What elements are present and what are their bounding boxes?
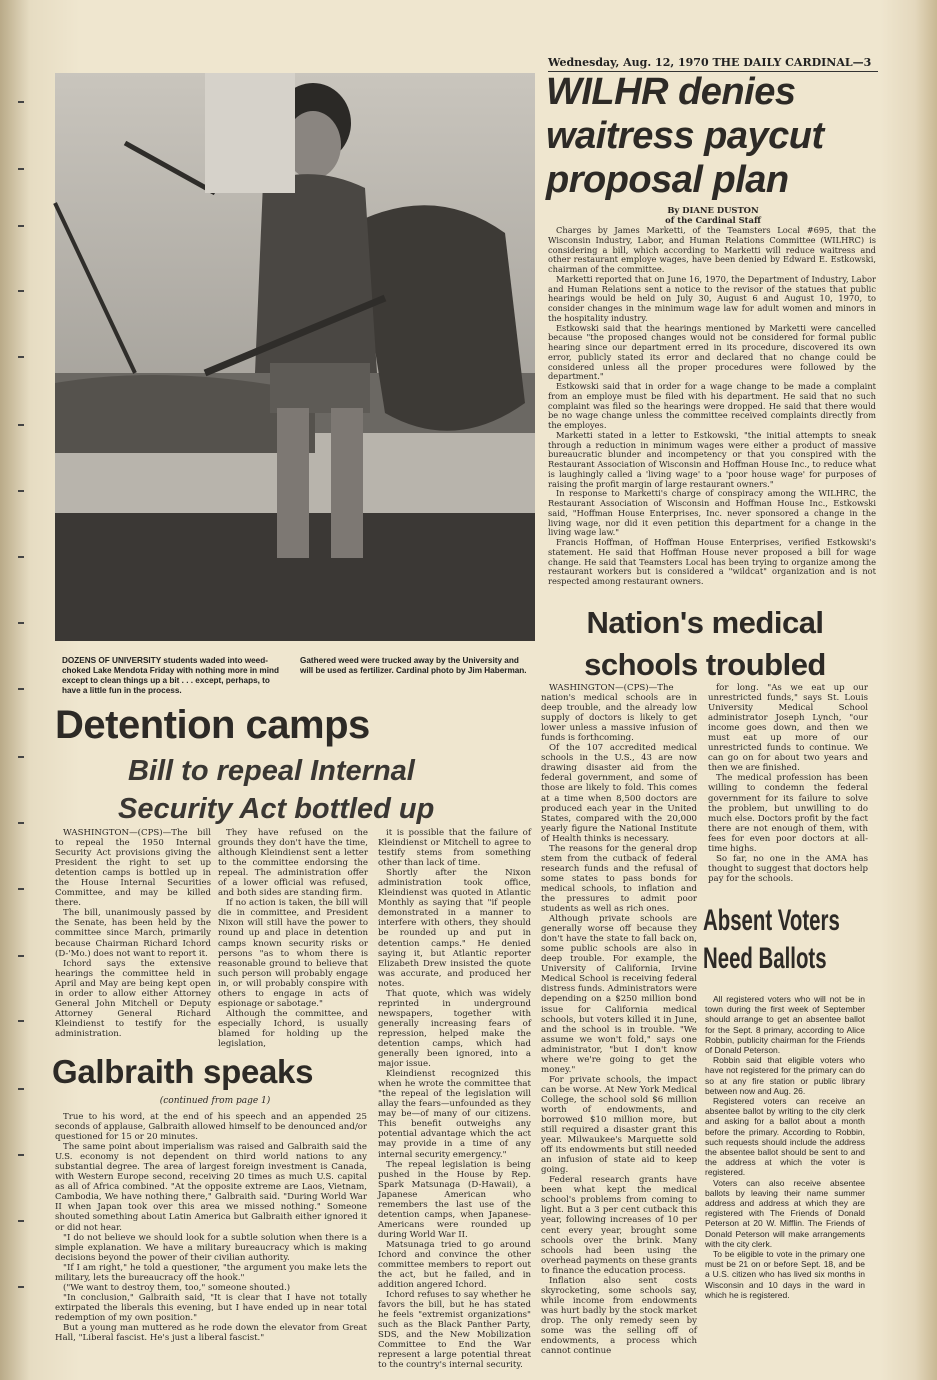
detention-column-1 — [55, 828, 211, 1050]
paragraph: Estkowski said that the hearings mentioned by Marketti were cancelled because "the proposed changes would not be considered for formal public hearing since our department erred in its procedure, discovered its own error, publicly stated its error and declared that no change could be considered unless all the proper procedures were followed by the department." — [548, 322, 876, 382]
paragraph: Kleindienst recognized this when he wrote the committee that "the repeal of the legislation will allay the fears—unfounded as they may be—of many of our citizens. This benefit outweighs any potential advantage which the act may provide in a time of any internal security emergency." — [378, 1069, 531, 1160]
paragraph: The repeal legislation is being pushed in the House by Rep. Spark Matsunaga (D-Hawaii), a Japanese American who remembers the last use of the detention camps, when Japanese-Americans were rounded up during World War II. — [378, 1159, 531, 1240]
paragraph: it is possible that the failure of Kleindienst or Mitchell to agree to testify stems from something other than lack of time. — [378, 828, 531, 869]
paragraph: Inflation also sent costs skyrocketing, some schools say, while income from endowments was hurt badly by the stock market drop. The only remedy seen by some was the selling off of endowments, a process which cannot continue — [541, 1275, 697, 1357]
paragraph: Registered voters can receive an absentee ballot by writing to the city clerk and asking for a ballot about a month before the primary. According to Robbin, such requests should include the address the absentee ballot should be sent to and the address at which the voter is registered. — [705, 1096, 865, 1178]
byline-staff: of the Cardinal Staff — [665, 215, 761, 225]
photo-caption-left: DOZENS OF UNIVERSITY students waded into weed-choked Lake Mendota Friday with nothing more in mind except to clean things up a bit . . . except, perhaps, to have a little fun in the process. — [62, 656, 279, 695]
medical-headline-line-2: schools troubled — [584, 647, 826, 682]
paragraph: Estkowski said that in order for a wage change to be made a complaint from an employe must be filed with his department. He said that no such complaint was filed so the hearings were dropped. He said that there would be no wage change unless the committee received complaints directly from the employes. — [548, 381, 876, 430]
wilhr-headline-line-1: WILHR denies — [546, 71, 796, 113]
lake-cleanup-photo — [55, 73, 535, 641]
paragraph: Although the committee, and especially Ichord, is usually blamed for holding up the legislation, — [218, 1008, 368, 1049]
paragraph: In response to Marketti's charge of conspiracy among the WILHRC, the Restaurant Association of Wisconsin and Hoffman House Inc., Estkowski said, "Hoffman House Enterprises, Inc. never sponsored a change in the living wage, nor did it even petition this department for a change in the living wage law." — [548, 488, 876, 538]
paragraph: WASHINGTON—(CPS)—The nation's medical schools are in deep trouble, and the already low supply of doctors is likely to get lower unless a massive infusion of funds is forthcoming. — [541, 683, 697, 744]
wilhr-byline — [548, 205, 878, 225]
paragraph: Charges by James Marketti, of the Teamsters Local #695, that the Wisconsin Industry, Labor, and Human Relations Committee (WILHRC) is considering a bill, which according to Marketti will reduce waitress and other restaurant employe wages, have been denied by Edward E. Estkowski, chairman of the committee. — [548, 225, 876, 274]
paragraph: Marketti stated in a letter to Estkowski, "the initial attempts to sneak through a reduction in minimum wages were either a product of massive bureaucratic blunder and incompetency or that you conspired with the Restaurant Association of Wisconsin and Hoffman House Inc., to reduce what is laughingly called a 'living wage' to a 'poor house wage' for purposes of raising the profit margin of large restaurant owners." — [548, 429, 876, 489]
paragraph: Although private schools are generally worse off because they don't have the state to fall back on, some public schools are also in deep trouble. For example, the University of California, Irvine Medical School is receiving federal distress funds. Administrators were depending on a $250 million bond issue for California medical schools, but voters killed it in June, and the school is in trouble. "We assume we won't fold," says one administrator, "but I don't know where we're going to get the money." — [541, 914, 697, 1075]
paragraph: "In conclusion," Galbraith said, "It is clear that I have not totally extirpated the liberals this evening, but I have ended up in near total redemption of my own position." — [55, 1292, 367, 1323]
paragraph: Ichord says the extensive hearings the committee held in April and May are being kept open in order to allow either Attorney General John Mitchell or Deputy Attorney General Richard Kleindienst to testify for the administration. — [55, 958, 211, 1039]
paragraph: The medical profession has been willing to condemn the federal government for its failure to solve the problem, but unwilling to do much else. Doctors profit by the fact there are not enough of them, with fees for even poor doctors at all-time highs. — [708, 773, 868, 854]
paragraph: True to his word, at the end of his speech and an appended 25 seconds of applause, Galbraith allowed himself to be denounced and/or questioned for 15 or 20 minutes. — [55, 1112, 367, 1143]
page-header: Wednesday, Aug. 12, 1970 THE DAILY CARDINAL—3 — [548, 56, 878, 72]
detention-column-3 — [378, 828, 531, 1371]
paragraph: The same point about imperialism was raised and Galbraith said the U.S. economy is not dependent on third world nations to any substantial degree. The area of largest foreign investment is Canada, with Western Europe second, receiving 20 times as much U.S. capital as all of Africa combined. "At the opposite extreme are Laos, Vietnam, Cambodia, We have nothing there," Galbraith said. "During World War II when Japan took over this area we missed nothing." Someone shouted something about Latin America but Galbraith either ignored it or did not hear. — [55, 1142, 367, 1233]
wilhr-headline-line-2: waitress paycut — [546, 115, 824, 157]
paragraph: Ichord refuses to say whether he favors the bill, but he has stated he feels "extremist organizations" such as the Black Panther Party, SDS, and the New Mobilization Committee to End the War represent a large potential threat to the country's internal security. — [378, 1290, 531, 1371]
absent-voters-headline — [703, 902, 840, 978]
medical-headline-line-1: Nation's medical — [586, 605, 824, 640]
subhead-line-1: Bill to repeal Internal — [128, 755, 415, 787]
paragraph: The bill, unanimously passed by the Senate, has been held by the committee since March, primarily because Chairman Richard Ichord (D-'Mo.) does not want to report it. — [55, 908, 211, 959]
paragraph: So far, no one in the AMA has thought to suggest that doctors help pay for the schools. — [708, 853, 868, 884]
galbraith-body — [55, 1112, 367, 1344]
galbraith-headline: Galbraith speaks — [52, 1053, 314, 1090]
paragraph: For private schools, the impact can be worse. At New York Medical College, the school sold $6 million worth of endowments, and borrowed $10 million more, but still required a disaster grant this year. Milwaukee's Marquette sold off its endowments but still needed an infusion of state aid to keep going. — [541, 1074, 697, 1176]
paragraph: They have refused on the grounds they don't have the time, although Kleindienst sent a letter to the committee endorsing the repeal. The administration offer of a lower official was refused, and both sides are standing firm. — [218, 828, 368, 899]
absent-headline-line-2: Need Ballots — [703, 942, 827, 975]
paragraph: That quote, which was widely reprinted in underground newspapers, together with generally increasing fears of repression, helped make the detention camps, which had generally been ignored, into a major issue. — [378, 988, 531, 1070]
paragraph: WASHINGTON—(CPS)—The bill to repeal the 1950 Internal Security Act provisions giving the President the right to set up detention camps is bottled up in the House Internal Securities Committee, and may be killed there. — [55, 828, 211, 909]
paragraph: for long. "As we eat up our unrestricted funds," says St. Louis University Medical School administrator Joseph Lynch, "our income goes down, and then we must eat up more of our unrestricted funds to continue. We can go on for about two years and then we are finished. — [708, 683, 868, 774]
wilhr-headline — [546, 70, 824, 202]
absent-voters-body — [705, 994, 865, 1344]
paragraph: Shortly after the Nixon administration took office, Kleindienst was quoted in Atlantic Monthly as saying that "if people demonstrated in a manner to interfere with others, they should be rounded up and put in detention camps." He denied saying it, but Atlantic reporter Elizabeth Drew insisted the quote was accurate, and produced her notes. — [378, 868, 531, 989]
medical-column-1 — [541, 683, 697, 1357]
continued-note: (continued from page 1) — [159, 1096, 271, 1106]
byline-name: By DIANE DUSTON — [667, 205, 759, 215]
wilhr-headline-line-3: proposal plan — [546, 159, 789, 201]
paragraph: Robbin said that eligible voters who have not registered for the primary can do so at any fire station or public library between now and Aug. 26. — [705, 1055, 865, 1096]
wilhr-body — [548, 226, 876, 600]
paragraph: Marketti reported that on June 16, 1970, the Department of Industry, Labor and Human Relations sent a notice to the revisor of the statues that public hearings would be held on July 30, August 6 and August 10, 1970, to consider changes in the minimum wage law for adult women and minors in the hospitality industry. — [548, 273, 876, 323]
paragraph: ("We want to destroy them, too," someone shouted.) — [63, 1282, 291, 1293]
paragraph: The reasons for the general drop stem from the cutback of federal research funds and the refusal of some states to pass bonds for medical schools, to inflation and the pressures to admit poor students as well as rich ones. — [541, 843, 697, 915]
paragraph: All registered voters who will not be in town during the first week of September should arrange to get an absentee ballot for the Sept. 8 primary, according to Alice Robbin, publicity chairman for the Friends of Donald Peterson. — [705, 994, 865, 1056]
paragraph: "I do not believe we should look for a subtle solution when there is a simple explanation. We have a military bureaucracy which is making decisions beyond the power of their civilian authority. — [55, 1232, 367, 1263]
paragraph: Federal research grants have been what kept the medical school's problems from coming to light. But a 3 per cent cutback this year, following increases of 10 per cent every year, brought some schools over the brink. Many schools had been using the overhead payments on these grants to finance the education process. — [541, 1175, 697, 1276]
paragraph: Matsunaga tried to go around Ichord and convince the other committee members to report out the act, but he failed, and in addition angered Ichord. — [378, 1239, 531, 1291]
medical-headline — [560, 602, 850, 686]
paragraph: Francis Hoffman, of Hoffman House Enterprises, verified Estkowski's statement. He said that Hoffman House never proposed a bill for wage change. He said that Teamsters Local has been trying to organize among the restaurant workers but is considered a "wildcat" organization and is not respected among restaurant owners. — [548, 537, 876, 586]
photo-caption-right: Gathered weed were trucked away by the University and will be used as fertilizer. Cardinal photo by Jim Haberman. — [300, 656, 527, 675]
detention-headline: Detention camps — [55, 703, 370, 747]
detention-column-2 — [218, 828, 368, 1050]
detention-subhead — [118, 752, 435, 828]
subhead-line-2: Security Act bottled up — [118, 793, 435, 825]
medical-column-2 — [708, 683, 868, 883]
paragraph: "If I am right," he told a questioner, "the argument you make lets the military, lets the bureaucracy off the hook." — [55, 1262, 367, 1283]
paragraph: To be eligible to vote in the primary one must be 21 on or before Sept. 18, and be a U.S. citizen who has lived six months in Wisconsin and 10 days in the ward in which he is registered. — [705, 1249, 865, 1300]
paragraph: If no action is taken, the bill will die in committee, and President Nixon will still have the power to round up and place in detention camps known security risks or persons "as to whom there is reasonable ground to believe that such person will probably engage in, or will probably conspire with others to engage in acts of espionage or sabotage." — [218, 898, 368, 1009]
absent-headline-line-1: Absent Voters — [703, 904, 840, 937]
paragraph: Voters can also receive absentee ballots by leaving their name summer address and address at which they are registered with The Friends of Donald Peterson at 20 W. Mifflin. The Friends of Donald Peterson will make arrangements with the city clerk. — [705, 1177, 865, 1249]
paragraph: Of the 107 accredited medical schools in the U.S., 43 are now drawing disaster aid from the federal government, and some of those are likely to fold. This comes at a time when 8,500 doctors are produced each year in the United States, compared with the 20,000 yearly figure the National Institute of Health thinks is necessary. — [541, 743, 697, 844]
paragraph: But a young man muttered as he rode down the elevator from Great Hall, "Liberal fascist. He's just a liberal fascist." — [55, 1322, 367, 1344]
